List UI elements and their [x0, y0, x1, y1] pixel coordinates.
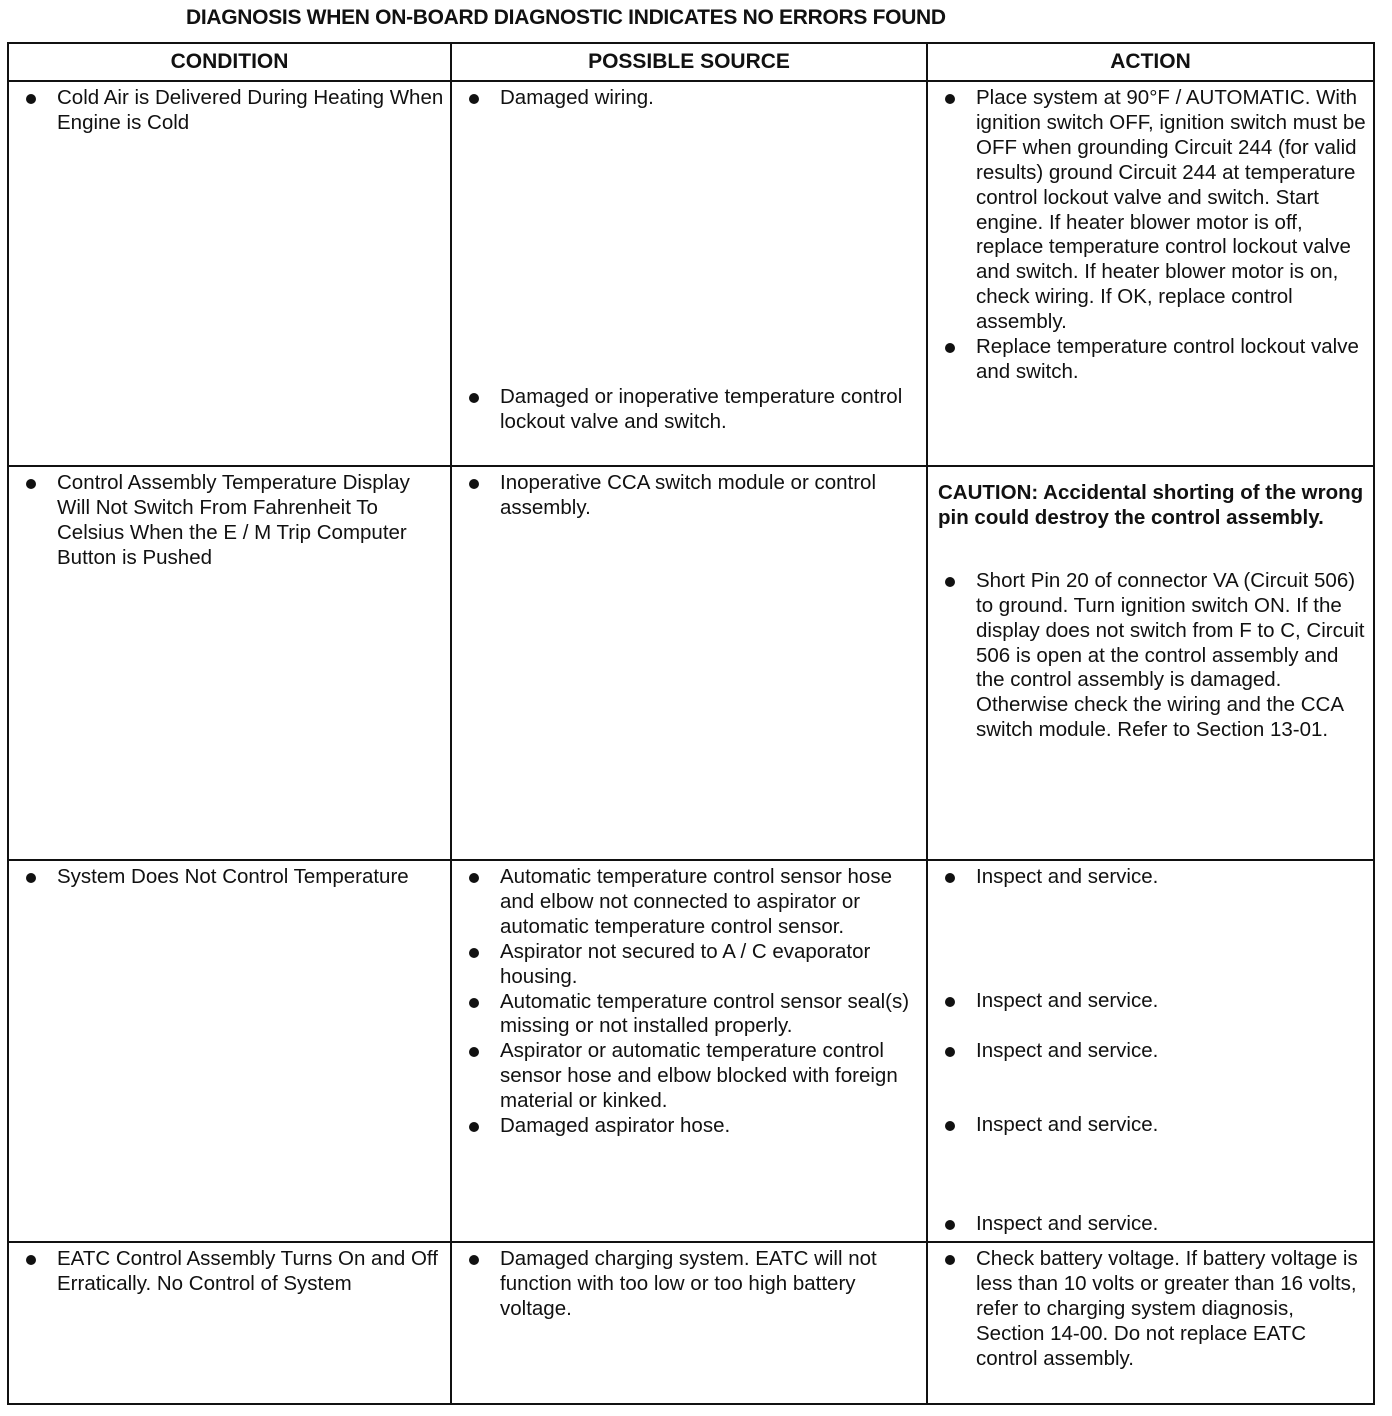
condition-text: Cold Air is Delivered During Heating When Engine is Cold: [17, 86, 444, 136]
source-item: Damaged charging system. EATC will not function with too low or too high battery voltage.: [460, 1247, 920, 1322]
source-cell: [451, 81, 927, 466]
source-item: Damaged aspirator hose.: [460, 1114, 920, 1139]
action-item: Inspect and service.: [936, 865, 1367, 890]
action-cell: [927, 81, 1374, 466]
source-item: Aspirator not secured to A / C evaporator housing.: [460, 940, 920, 990]
condition-cell: [8, 1242, 451, 1404]
header-possible-source: POSSIBLE SOURCE: [451, 43, 927, 81]
table-row: [8, 81, 1374, 466]
condition-text: System Does Not Control Temperature: [17, 865, 444, 890]
page-title: DIAGNOSIS WHEN ON-BOARD DIAGNOSTIC INDICATES NO ERRORS FOUND: [186, 6, 946, 29]
table-row: [8, 466, 1374, 860]
source-item: Automatic temperature control sensor seal(s) missing or not installed properly.: [460, 990, 920, 1040]
condition-cell: [8, 860, 451, 1242]
condition-cell: [8, 466, 451, 860]
condition-text: EATC Control Assembly Turns On and Off Erratically. No Control of System: [17, 1247, 444, 1297]
source-item: Automatic temperature control sensor hose and elbow not connected to aspirator or automatic temperature control sensor.: [460, 865, 920, 940]
source-cell: [451, 1242, 927, 1404]
table-row: [8, 1242, 1374, 1404]
action-item: Inspect and service.: [936, 1113, 1367, 1138]
action-item: Inspect and service.: [936, 1212, 1367, 1237]
action-item: Place system at 90°F / AUTOMATIC. With ignition switch OFF, ignition switch must be OFF when grounding Circuit 244 (for valid results) ground Circuit 244 at temperature control lockout valve and switch. Start engine. If heater blower motor is off, replace temperature control lockout valve and switch. If heater blower motor is on, check wiring. If OK, replace control assembly.: [936, 86, 1367, 335]
source-cell: [451, 860, 927, 1242]
action-cell: [927, 466, 1374, 860]
table-row: [8, 860, 1374, 1242]
header-row: [8, 43, 1374, 81]
source-item: Damaged or inoperative temperature control lockout valve and switch.: [460, 385, 920, 435]
source-item: Damaged wiring.: [460, 86, 920, 111]
action-item: Short Pin 20 of connector VA (Circuit 506) to ground. Turn ignition switch ON. If the display does not switch from F to C, Circuit 506 is open at the control assembly and the control assembly is damaged. Otherwise check the wiring and the CCA switch module. Refer to Section 13-01.: [936, 569, 1367, 743]
condition-cell: [8, 81, 451, 466]
source-cell: [451, 466, 927, 860]
action-item: Check battery voltage. If battery voltage is less than 10 volts or greater than 16 volts, refer to charging system diagnosis, Section 14-00. Do not replace EATC control assembly.: [936, 1247, 1367, 1372]
action-item: Inspect and service.: [936, 1039, 1367, 1064]
action-cell: [927, 1242, 1374, 1404]
diagnosis-table: [7, 42, 1375, 1405]
condition-text: Control Assembly Temperature Display Will Not Switch From Fahrenheit To Celsius When the E / M Trip Computer Button is Pushed: [17, 471, 444, 571]
header-action: ACTION: [927, 43, 1374, 81]
source-item: Aspirator or automatic temperature control sensor hose and elbow blocked with foreign material or kinked.: [460, 1039, 920, 1114]
action-cell: [927, 860, 1374, 1242]
header-condition: CONDITION: [8, 43, 451, 81]
action-item: Replace temperature control lockout valve and switch.: [936, 335, 1367, 385]
source-item: Inoperative CCA switch module or control assembly.: [460, 471, 920, 521]
caution-note: CAUTION: Accidental shorting of the wrong pin could destroy the control assembly.: [938, 481, 1364, 529]
action-item: Inspect and service.: [936, 989, 1367, 1014]
